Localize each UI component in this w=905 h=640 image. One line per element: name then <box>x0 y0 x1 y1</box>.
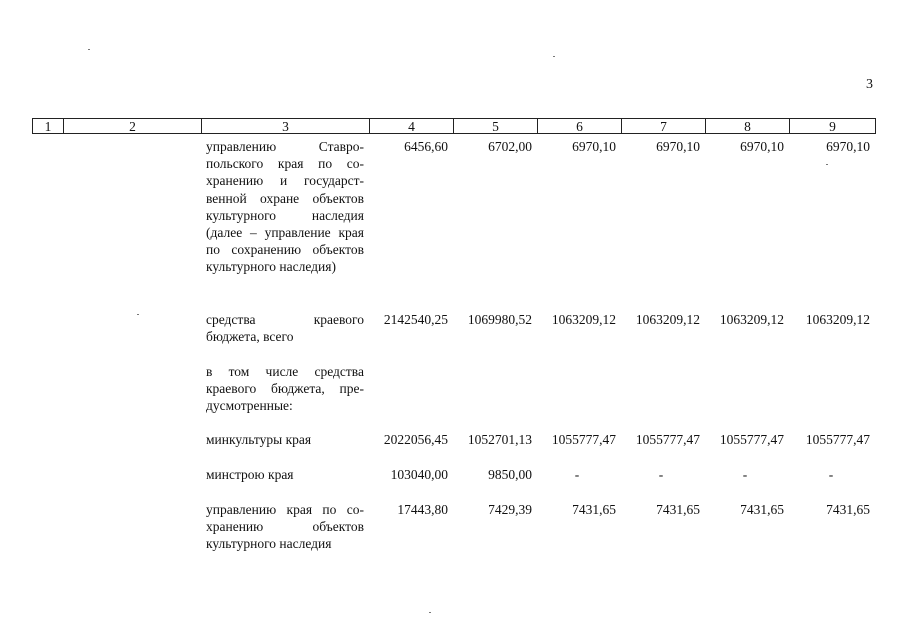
row-value: 1069980,52 <box>467 312 532 327</box>
row-value: 2022056,45 <box>383 432 448 447</box>
row-value: 1063209,12 <box>635 312 700 327</box>
row-value: 103040,00 <box>390 467 448 482</box>
row-value: 1055777,47 <box>551 432 616 447</box>
scan-speck <box>137 314 139 315</box>
header-cell-5: 5 <box>453 118 537 134</box>
scan-speck <box>553 56 555 57</box>
row-value: 1063209,12 <box>551 312 616 327</box>
row-description: управлению Ставро-польского края по со-хранению и государст-венной охране объектов культурного наследия (далее – управление края по сохранению объектов культурного наследия) <box>206 139 364 275</box>
row-value: 1055777,47 <box>805 432 870 447</box>
header-cell-6: 6 <box>537 118 621 134</box>
row-description: управлению края по со-хранению объектов культурного наследия <box>206 502 364 552</box>
row-value: 9850,00 <box>488 467 532 482</box>
row-value: 7429,39 <box>488 502 532 517</box>
row-value: 2142540,25 <box>383 312 448 327</box>
row-value: 1063209,12 <box>719 312 784 327</box>
row-value: 17443,80 <box>397 502 448 517</box>
row-value: 1063209,12 <box>805 312 870 327</box>
row-value: 7431,65 <box>826 502 870 517</box>
row-value: 1052701,13 <box>467 432 532 447</box>
header-cell-4: 4 <box>369 118 453 134</box>
row-value: - <box>574 467 580 482</box>
row-description: минкультуры края <box>206 432 312 447</box>
row-value: 7431,65 <box>656 502 700 517</box>
header-cell-3: 3 <box>201 118 369 134</box>
page-number: 3 <box>866 77 873 92</box>
row-value: - <box>742 467 748 482</box>
row-value: 6970,10 <box>572 139 616 154</box>
row-value: 6970,10 <box>656 139 700 154</box>
scan-speck <box>429 612 431 613</box>
row-value: 6970,10 <box>740 139 784 154</box>
row-value: 6970,10 <box>826 139 870 154</box>
header-cell-1: 1 <box>32 118 63 134</box>
scan-speck <box>88 49 90 50</box>
header-cell-2: 2 <box>63 118 201 134</box>
row-value: - <box>658 467 664 482</box>
header-cell-8: 8 <box>705 118 789 134</box>
row-value: 1055777,47 <box>719 432 784 447</box>
scan-speck <box>826 164 828 165</box>
row-description: средства краевого бюджета, всего <box>206 312 364 345</box>
header-cell-7: 7 <box>621 118 705 134</box>
row-value: 1055777,47 <box>635 432 700 447</box>
row-description: в том числе средства краевого бюджета, пре-дусмотренные: <box>206 364 364 414</box>
row-value: 7431,65 <box>740 502 784 517</box>
header-cell-9: 9 <box>789 118 876 134</box>
row-value: 6702,00 <box>488 139 532 154</box>
row-value: 6456,60 <box>404 139 448 154</box>
row-description: минстрою края <box>206 467 294 482</box>
row-value: - <box>828 467 834 482</box>
row-value: 7431,65 <box>572 502 616 517</box>
